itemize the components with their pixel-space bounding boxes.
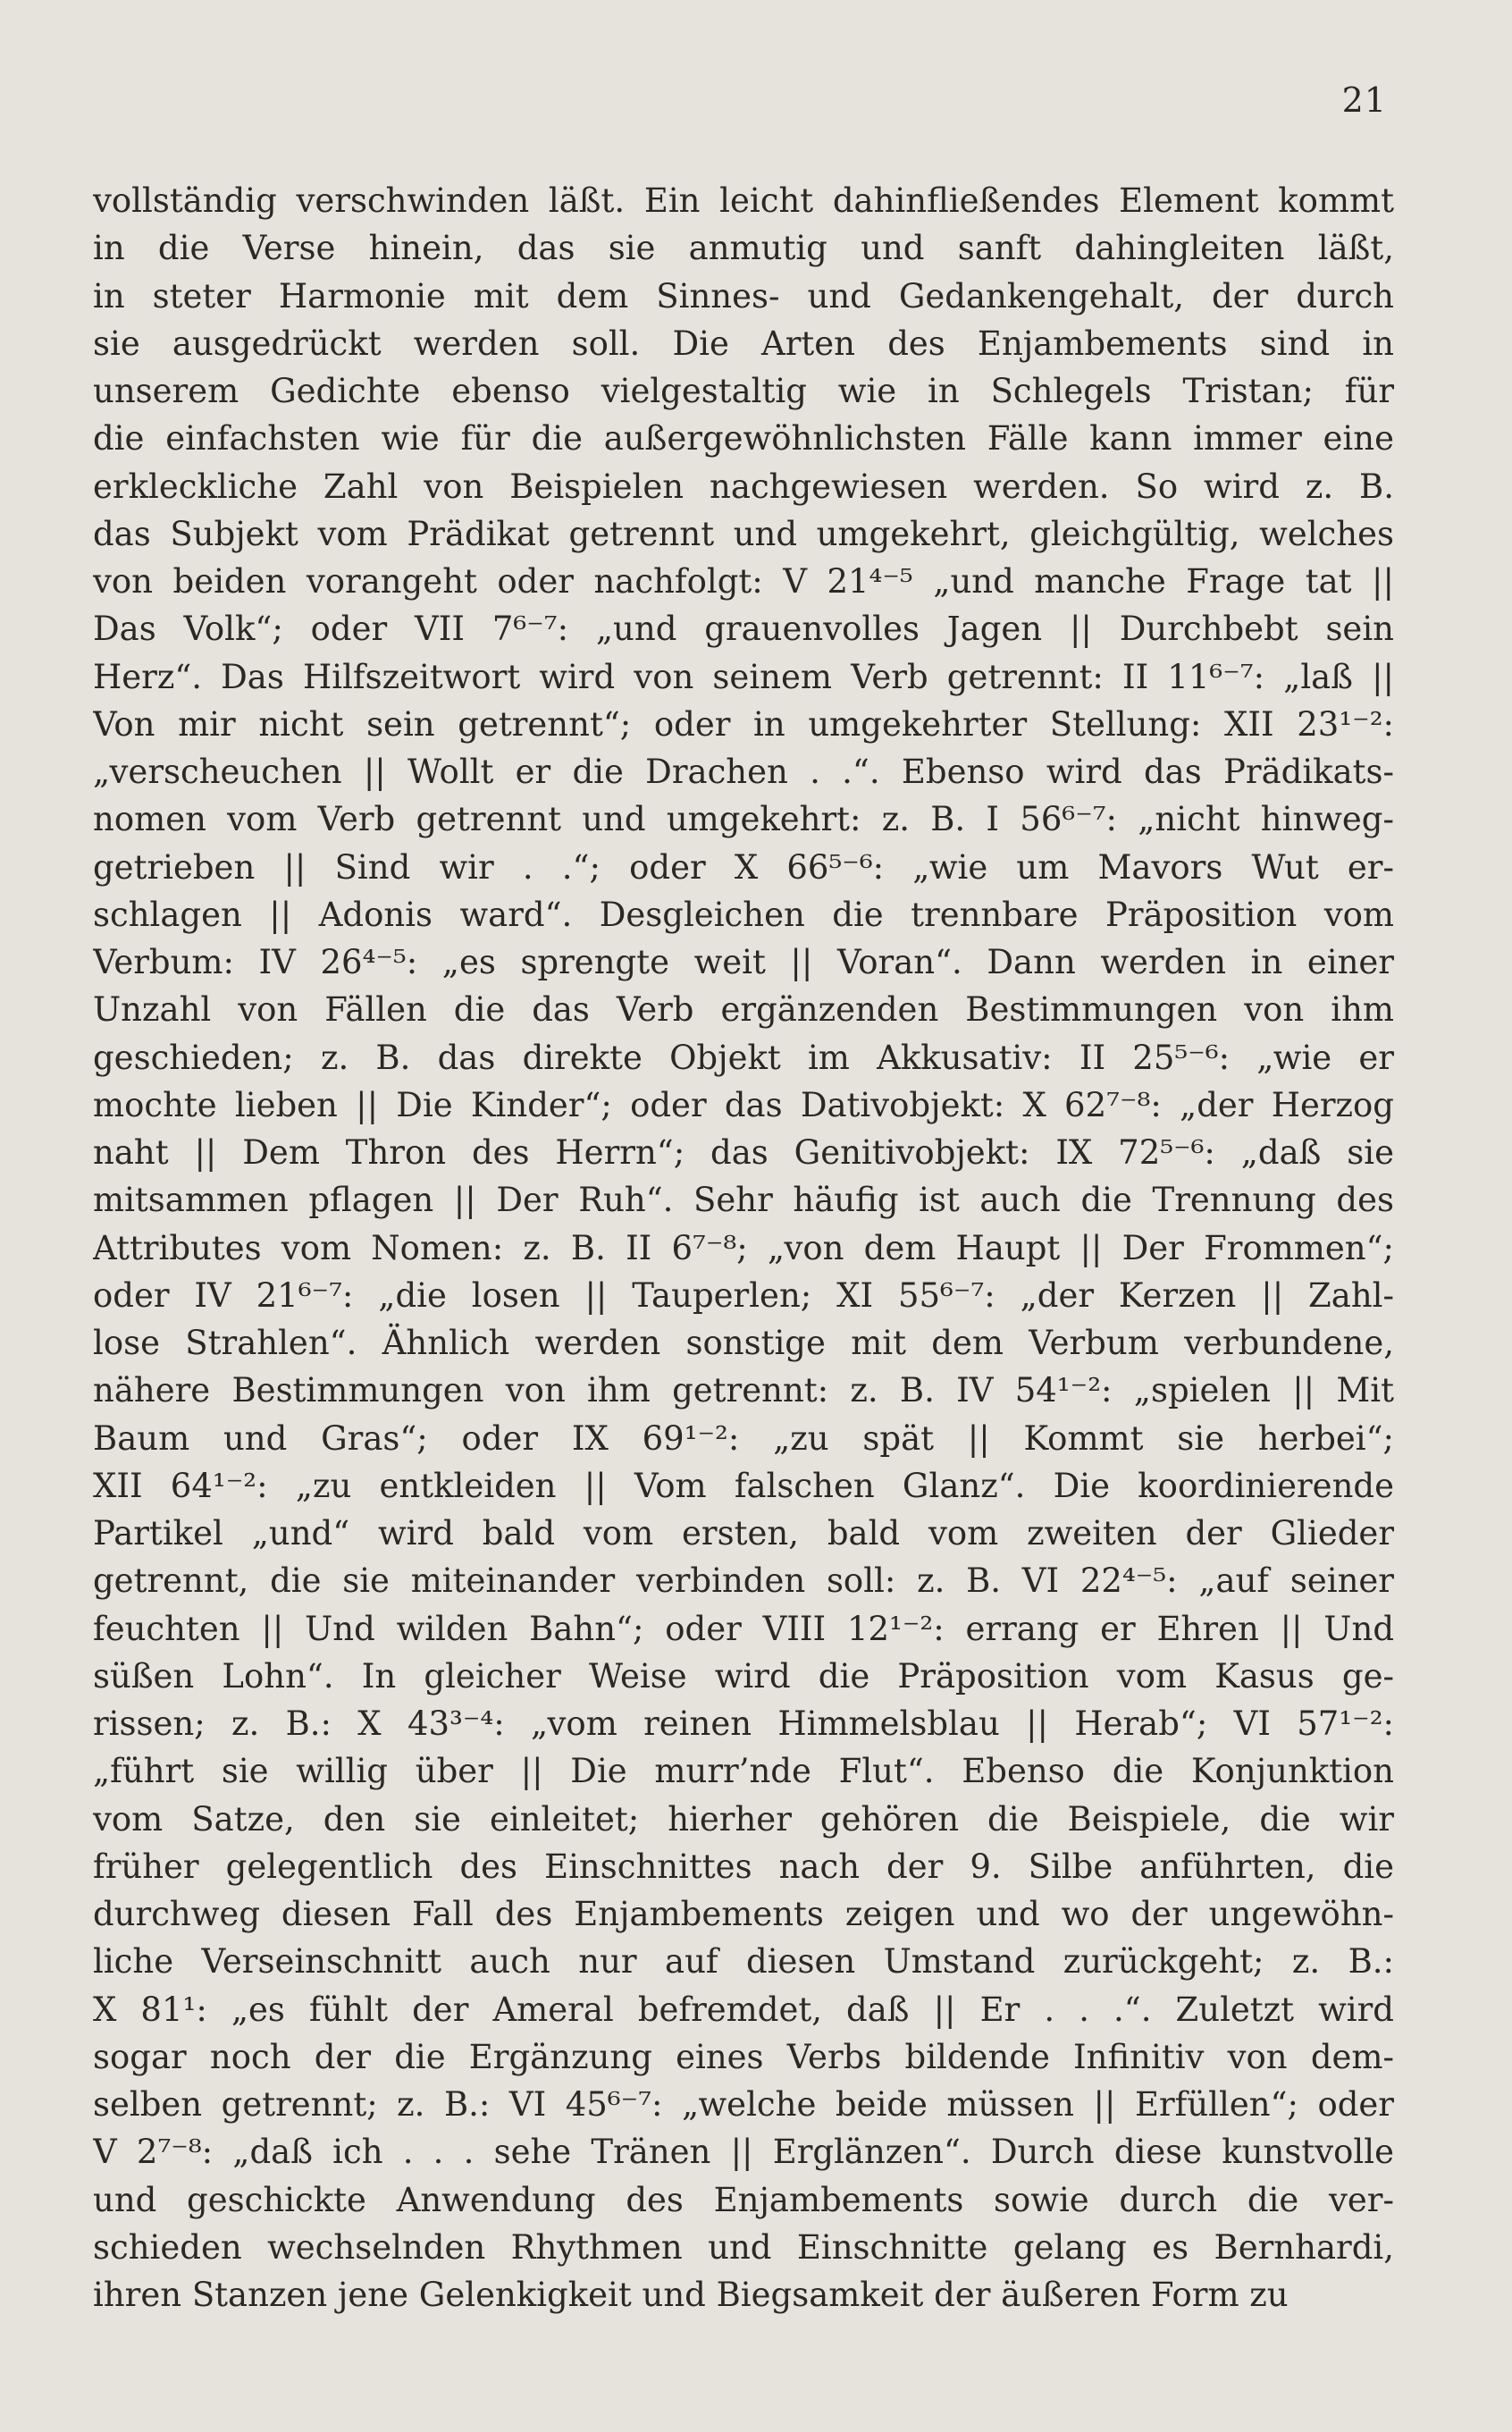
text-line: unserem Gedichte ebenso vielgestaltig wie in Schlegels Tristan; für — [93, 372, 1394, 410]
text-line: süßen Lohn“. In gleicher Weise wird die Präposition vom Kasus ge- — [93, 1656, 1394, 1696]
text-line: nomen vom Verb getrennt und umgekehrt: z. B. I 56⁶⁻⁷: „nicht hinweg- — [93, 800, 1394, 839]
text-line: Partikel „und“ wird bald vom ersten, bald vom zweiten der Glieder — [93, 1514, 1394, 1553]
text-line: „führt sie willig über || Die murr’nde Flut“. Ebenso die Konjunktion — [93, 1752, 1394, 1791]
page-number: 21 — [1341, 80, 1387, 120]
text-line: naht || Dem Thron des Herrn“; das Genitivobjekt: IX 72⁵⁻⁶: „daß sie — [93, 1133, 1394, 1172]
text-line: in die Verse hinein, das sie anmutig und sanft dahingleiten läßt, — [93, 229, 1394, 268]
text-line: feuchten || Und wilden Bahn“; oder VIII 12¹⁻²: errang er Ehren || Und — [93, 1609, 1394, 1648]
text-line: schlagen || Adonis ward“. Desgleichen die trennbare Präposition vom — [93, 895, 1394, 934]
text-line: X 81¹: „es fühlt der Ameral befremdet, daß || Er . . .“. Zuletzt wird — [93, 1990, 1394, 2029]
text-line: früher gelegentlich des Einschnittes nach der 9. Silbe anführten, die — [93, 1847, 1394, 1886]
text-line: Das Volk“; oder VII 7⁶⁻⁷: „und grauenvolles Jagen || Durchbebt sein — [93, 610, 1394, 649]
text-line: sie ausgedrückt werden soll. Die Arten des Enjambements sind in — [93, 324, 1394, 363]
text-line: erkleckliche Zahl von Beispielen nachgewiesen werden. So wird z. B. — [93, 467, 1394, 506]
text-line: vollständig verschwinden läßt. Ein leicht dahinfließendes Element kommt — [93, 181, 1394, 220]
body-text — [93, 177, 1394, 2318]
text-line: Verbum: IV 26⁴⁻⁵: „es sprengte weit || Voran“. Dann werden in einer — [93, 943, 1394, 981]
text-line: mochte lieben || Die Kinder“; oder das Dativobjekt: X 62⁷⁻⁸: „der Herzog — [93, 1085, 1394, 1124]
text-line: durchweg diesen Fall des Enjambements zeigen und wo der ungewöhn- — [93, 1895, 1394, 1933]
text-line: Herz“. Das Hilfszeitwort wird von seinem Verb getrennt: II 11⁶⁻⁷: „laß || — [93, 657, 1394, 696]
text-line: XII 64¹⁻²: „zu entkleiden || Vom falschen Glanz“. Die koordinierende — [93, 1466, 1394, 1505]
text-line: mitsammen pflagen || Der Ruh“. Sehr häufig ist auch die Trennung des — [93, 1181, 1394, 1220]
text-line: in steter Harmonie mit dem Sinnes- und Gedankengehalt, der durch — [93, 276, 1394, 316]
text-line: nähere Bestimmungen von ihm getrennt: z. B. IV 54¹⁻²: „spielen || Mit — [93, 1371, 1394, 1410]
text-line: lose Strahlen“. Ähnlich werden sonstige mit dem Verbum verbundene, — [93, 1324, 1394, 1362]
text-line: liche Verseinschnitt auch nur auf diesen Umstand zurückgeht; z. B.: — [93, 1942, 1394, 1982]
text-line: Baum und Gras“; oder IX 69¹⁻²: „zu spät || Kommt sie herbei“; — [93, 1418, 1394, 1458]
text-line: die einfachsten wie für die außergewöhnlichsten Fälle kann immer eine — [93, 419, 1394, 459]
text-line: Attributes vom Nomen: z. B. II 6⁷⁻⁸; „von dem Haupt || Der Frommen“; — [93, 1228, 1394, 1267]
text-line: rissen; z. B.: X 43³⁻⁴: „vom reinen Himmelsblau || Herab“; VI 57¹⁻²: — [93, 1704, 1394, 1743]
text-line: getrennt, die sie miteinander verbinden soll: z. B. VI 22⁴⁻⁵: „auf seiner — [93, 1561, 1394, 1601]
text-line: ihren Stanzen jene Gelenkigkeit und Biegsamkeit der äußeren Form zu — [93, 2276, 1289, 2314]
text-line: selben getrennt; z. B.: VI 45⁶⁻⁷: „welche beide müssen || Erfüllen“; oder — [93, 2085, 1394, 2124]
text-line: das Subjekt vom Prädikat getrennt und umgekehrt, gleichgültig, welches — [93, 514, 1394, 553]
text-line: schieden wechselnden Rhythmen und Einschnitte gelang es Bernhardi, — [93, 2227, 1394, 2267]
text-line: von beiden vorangeht oder nachfolgt: V 21⁴⁻⁵ „und manche Frage tat || — [93, 562, 1394, 601]
text-line: und geschickte Anwendung des Enjambements sowie durch die ver- — [93, 2180, 1394, 2219]
text-line: getrieben || Sind wir . .“; oder X 66⁵⁻⁶: „wie um Mavors Wut er- — [93, 847, 1394, 887]
text-line: vom Satze, den sie einleitet; hierher gehören die Beispiele, die wir — [93, 1799, 1394, 1839]
text-line: Von mir nicht sein getrennt“; oder in umgekehrter Stellung: XII 23¹⁻²: — [93, 704, 1394, 744]
text-line: geschieden; z. B. das direkte Objekt im Akkusativ: II 25⁵⁻⁶: „wie er — [93, 1038, 1394, 1077]
text-line: Unzahl von Fällen die das Verb ergänzenden Bestimmungen von ihm — [93, 990, 1394, 1030]
text-line: sogar noch der die Ergänzung eines Verbs bildende Infinitiv von dem- — [93, 2037, 1394, 2076]
text-line: „verscheuchen || Wollt er die Drachen . .“. Ebenso wird das Prädikats- — [93, 753, 1394, 791]
text-line: oder IV 21⁶⁻⁷: „die losen || Tauperlen; XI 55⁶⁻⁷: „der Kerzen || Zahl- — [93, 1275, 1394, 1315]
text-line: V 2⁷⁻⁸: „daß ich . . . sehe Tränen || Erglänzen“. Durch diese kunstvolle — [93, 2133, 1394, 2172]
